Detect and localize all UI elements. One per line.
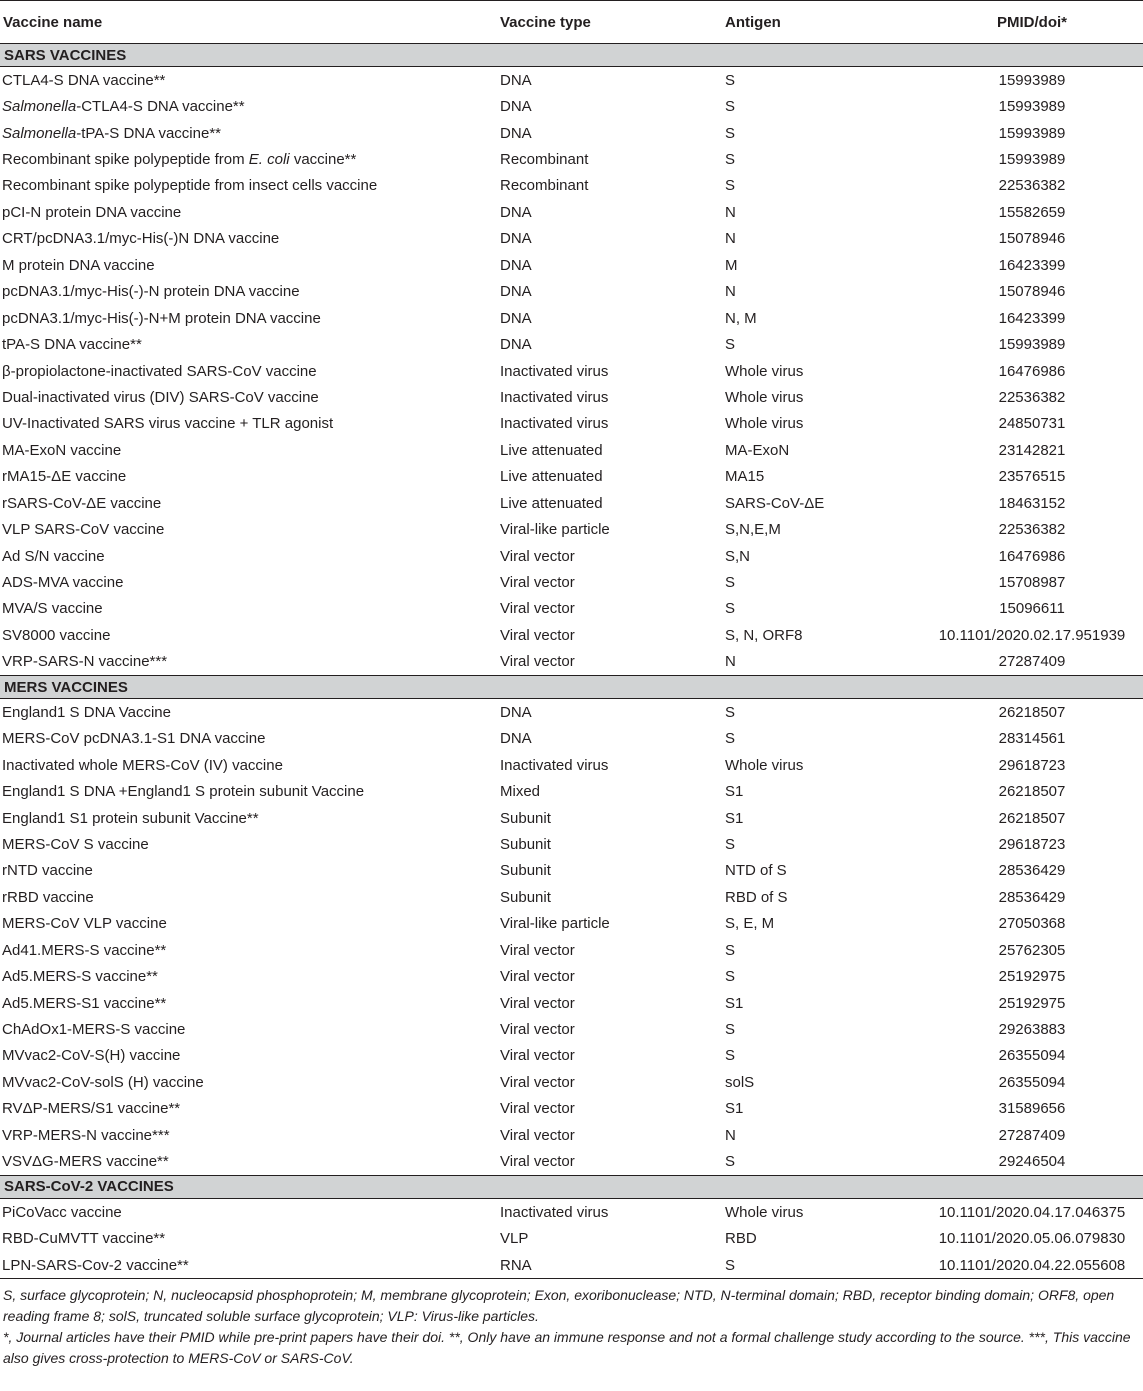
cell-antigen: S,N,E,M <box>725 521 781 539</box>
vaccine-name-text: SV8000 vaccine <box>2 626 111 644</box>
cell-antigen: S <box>725 730 736 748</box>
cell-vaccine-name <box>0 543 497 569</box>
vaccine-name-text: rMA15-ΔE vaccine <box>2 468 127 486</box>
vaccine-name-text: Recombinant spike polypeptide from <box>2 151 249 169</box>
cell-pmid-doi: 10.1101/2020.02.17.951939 <box>938 626 1126 644</box>
cell-vaccine-type: Live attenuated <box>500 441 603 459</box>
cell-pmid-doi: 27287409 <box>998 653 1066 671</box>
cell-pmid-doi: 29263883 <box>998 1021 1066 1039</box>
vaccine-name-text: Inactivated whole MERS-CoV (IV) vaccine <box>2 756 283 774</box>
cell-vaccine-name <box>0 937 497 963</box>
table-row <box>0 622 1143 648</box>
table-row <box>0 699 1143 726</box>
cell-vaccine-type: Viral vector <box>500 1021 575 1039</box>
cell-antigen: S <box>725 703 736 721</box>
cell-vaccine-type: Viral vector <box>500 626 575 644</box>
cell-antigen: N <box>725 230 736 248</box>
cell-antigen: S, E, M <box>725 915 775 933</box>
cell-pmid-doi: 15993989 <box>998 124 1066 142</box>
table-row <box>0 1225 1143 1251</box>
cell-vaccine-type: Viral vector <box>500 574 575 592</box>
table-row <box>0 490 1143 516</box>
table-row <box>0 649 1143 676</box>
vaccine-name-text: pcDNA3.1/myc-His(-)-N protein DNA vaccine <box>2 283 300 301</box>
cell-vaccine-type: Live attenuated <box>500 468 603 486</box>
cell-vaccine-type: Viral vector <box>500 941 575 959</box>
cell-vaccine-name <box>0 649 497 676</box>
vaccine-name-text: rSARS-CoV-ΔE vaccine <box>2 494 162 512</box>
cell-vaccine-name <box>0 67 497 94</box>
vaccine-name-text: England1 S DNA Vaccine <box>2 703 171 721</box>
table-row <box>0 569 1143 595</box>
cell-antigen: S <box>725 336 736 354</box>
table-row <box>0 279 1143 305</box>
section-title: MERS VACCINES <box>0 676 1143 699</box>
cell-pmid-doi: 15078946 <box>998 283 1066 301</box>
cell-pmid-doi: 15993989 <box>998 151 1066 169</box>
vaccine-name-text: LPN-SARS-Cov-2 vaccine** <box>2 1256 189 1274</box>
vaccine-name-text: England1 S DNA +England1 S protein subunit Vaccine <box>2 783 365 801</box>
cell-vaccine-name <box>0 1225 497 1251</box>
cell-vaccine-name <box>0 199 497 225</box>
vaccine-name-text: MERS-CoV S vaccine <box>2 835 149 853</box>
cell-vaccine-name <box>0 146 497 172</box>
vaccine-name-text: MERS-CoV VLP vaccine <box>2 915 167 933</box>
vaccine-name-text: ChAdOx1-MERS-S vaccine <box>2 1021 186 1039</box>
table-row <box>0 1069 1143 1095</box>
cell-antigen: N <box>725 283 736 301</box>
table-row <box>0 1122 1143 1148</box>
vaccine-name-text: CTLA4-S DNA vaccine** <box>2 71 166 89</box>
cell-pmid-doi: 26218507 <box>998 703 1066 721</box>
cell-antigen: S <box>725 177 736 195</box>
vaccine-name-text: -CTLA4-S DNA vaccine** <box>76 98 245 116</box>
table-row <box>0 884 1143 910</box>
cell-vaccine-type: Viral vector <box>500 653 575 671</box>
vaccine-name-text: Ad5.MERS-S1 vaccine** <box>2 994 167 1012</box>
cell-antigen: S <box>725 71 736 89</box>
cell-antigen: Whole virus <box>725 415 804 433</box>
vaccine-name-text: RBD-CuMVTT vaccine** <box>2 1230 166 1248</box>
cell-vaccine-type: Inactivated virus <box>500 415 609 433</box>
table-row <box>0 67 1143 94</box>
table-row <box>0 252 1143 278</box>
cell-antigen: Whole virus <box>725 388 804 406</box>
vaccine-name-text: MVvac2-CoV-solS (H) vaccine <box>2 1073 204 1091</box>
cell-vaccine-name <box>0 305 497 331</box>
cell-vaccine-name <box>0 911 497 937</box>
cell-pmid-doi: 15708987 <box>998 574 1066 592</box>
cell-vaccine-name <box>0 1069 497 1095</box>
cell-pmid-doi: 26218507 <box>998 783 1066 801</box>
vaccine-name-text: MVvac2-CoV-S(H) vaccine <box>2 1047 181 1065</box>
section-header-row <box>0 1175 1143 1198</box>
cell-vaccine-type: Viral vector <box>500 1047 575 1065</box>
cell-vaccine-type: Inactivated virus <box>500 362 609 380</box>
cell-antigen: S1 <box>725 809 744 827</box>
vaccine-name-italic: E. coli <box>248 151 290 169</box>
cell-vaccine-type: Subunit <box>500 888 551 906</box>
vaccine-name-text: Ad5.MERS-S vaccine** <box>2 968 158 986</box>
vaccine-name-text: MVA/S vaccine <box>2 600 103 618</box>
vaccine-name-text: MERS-CoV pcDNA3.1-S1 DNA vaccine <box>2 730 266 748</box>
table-row <box>0 990 1143 1016</box>
table-row <box>0 1096 1143 1122</box>
vaccine-name-text: M protein DNA vaccine <box>2 256 155 274</box>
table-row <box>0 411 1143 437</box>
cell-vaccine-name <box>0 411 497 437</box>
section-header-row <box>0 44 1143 67</box>
cell-vaccine-name <box>0 858 497 884</box>
cell-vaccine-type: RNA <box>497 1252 722 1279</box>
cell-pmid-doi: 15096611 <box>999 600 1065 618</box>
vaccine-name-text: Dual-inactivated virus (DIV) SARS-CoV vaccine <box>2 388 319 406</box>
cell-antigen: S1 <box>725 783 744 801</box>
cell-vaccine-name <box>0 1016 497 1042</box>
cell-vaccine-name <box>0 120 497 146</box>
cell-vaccine-type: Viral vector <box>500 600 575 618</box>
cell-vaccine-type: DNA <box>500 703 532 721</box>
header-antigen: Antigen <box>722 1 921 44</box>
table-row <box>0 384 1143 410</box>
table-row <box>0 911 1143 937</box>
vaccine-name-text: VRP-MERS-N vaccine*** <box>2 1126 170 1144</box>
cell-vaccine-name <box>0 778 497 804</box>
cell-pmid-doi: 15993989 <box>998 98 1066 116</box>
cell-pmid-doi: 22536382 <box>998 521 1066 539</box>
cell-vaccine-type: Viral-like particle <box>500 521 610 539</box>
table-body <box>0 44 1143 1279</box>
cell-antigen: MA-ExoN <box>725 441 790 459</box>
cell-antigen: S <box>722 1252 921 1279</box>
cell-vaccine-name <box>0 884 497 910</box>
cell-vaccine-name <box>0 569 497 595</box>
cell-pmid-doi: 15078946 <box>998 230 1066 248</box>
header-pmid-doi: PMID/doi* <box>921 1 1143 44</box>
table-row <box>0 778 1143 804</box>
vaccine-name-text: VRP-SARS-N vaccine*** <box>2 653 168 671</box>
cell-vaccine-name <box>0 1198 497 1225</box>
cell-vaccine-name <box>0 226 497 252</box>
cell-antigen: S <box>725 600 736 618</box>
cell-vaccine-type: Viral vector <box>500 1100 575 1118</box>
cell-antigen: SARS-CoV-ΔE <box>725 494 825 512</box>
footnote-notes: *, Journal articles have their PMID while pre-print papers have their doi. **, Only have an immune response and not a formal challenge study according to the source. ***, This vaccine also gives cross-protection to MERS-CoV or SARS-CoV. <box>3 1329 1131 1367</box>
cell-pmid-doi: 25192975 <box>998 994 1066 1012</box>
cell-pmid-doi: 24850731 <box>998 415 1066 433</box>
table-row <box>0 858 1143 884</box>
cell-pmid-doi: 29246504 <box>998 1153 1066 1171</box>
vaccine-name-text: pcDNA3.1/myc-His(-)-N+M protein DNA vaccine <box>2 309 321 327</box>
cell-vaccine-type: DNA <box>500 124 532 142</box>
cell-vaccine-type: DNA <box>500 283 532 301</box>
cell-antigen: M <box>725 256 738 274</box>
cell-antigen: S,N <box>725 547 751 565</box>
cell-antigen: N <box>725 653 736 671</box>
cell-antigen: S <box>725 968 736 986</box>
cell-antigen: S <box>725 1047 736 1065</box>
cell-pmid-doi: 25762305 <box>998 941 1066 959</box>
vaccine-name-text: MA-ExoN vaccine <box>2 441 122 459</box>
cell-antigen: S <box>725 1021 736 1039</box>
cell-pmid-doi: 29618723 <box>998 756 1066 774</box>
cell-vaccine-type: Live attenuated <box>500 494 603 512</box>
vaccine-name-text: VLP SARS-CoV vaccine <box>2 521 165 539</box>
vaccine-name-text: PiCoVacc vaccine <box>2 1203 122 1221</box>
footnote-abbreviations: S, surface glycoprotein; N, nucleocapsid phosphoprotein; M, membrane glycoprotein; Exon, exoribonuclease; NTD, N-terminal domain; RBD, receptor binding domain; ORF8, open reading frame 8; solS, truncated soluble surface glycoprotein; VLP: Virus-like particles. <box>3 1287 1115 1325</box>
cell-vaccine-name <box>0 279 497 305</box>
cell-pmid-doi: 10.1101/2020.04.17.046375 <box>938 1203 1126 1221</box>
table-row <box>0 1198 1143 1225</box>
cell-vaccine-type: Viral vector <box>500 1126 575 1144</box>
cell-pmid-doi: 10.1101/2020.04.22.055608 <box>921 1252 1143 1279</box>
cell-pmid-doi: 18463152 <box>998 494 1066 512</box>
header-vaccine-name: Vaccine name <box>0 1 497 44</box>
cell-pmid-doi: 16476986 <box>998 362 1066 380</box>
table-row <box>0 543 1143 569</box>
cell-vaccine-type: Viral vector <box>500 1153 575 1171</box>
cell-vaccine-type: Mixed <box>500 783 541 801</box>
cell-vaccine-type: Inactivated virus <box>500 1203 609 1221</box>
cell-vaccine-name <box>0 752 497 778</box>
cell-pmid-doi: 15993989 <box>998 336 1066 354</box>
cell-vaccine-type: Viral-like particle <box>500 915 610 933</box>
cell-vaccine-name <box>0 173 497 199</box>
cell-vaccine-name <box>0 1043 497 1069</box>
table-row <box>0 805 1143 831</box>
cell-pmid-doi: 15993989 <box>998 71 1066 89</box>
cell-vaccine-type: Subunit <box>500 862 551 880</box>
vaccine-name-text: tPA-S DNA vaccine** <box>2 336 142 354</box>
table-row <box>0 726 1143 752</box>
table-row <box>0 305 1143 331</box>
cell-vaccine-type: Viral vector <box>500 1073 575 1091</box>
table-footnotes <box>0 1279 1143 1369</box>
cell-pmid-doi: 31589656 <box>998 1100 1066 1118</box>
cell-vaccine-type: DNA <box>500 71 532 89</box>
cell-antigen: S <box>725 574 736 592</box>
cell-vaccine-type: DNA <box>500 98 532 116</box>
vaccine-name-text: -tPA-S DNA vaccine** <box>76 124 221 142</box>
cell-vaccine-name <box>0 358 497 384</box>
cell-vaccine-name <box>0 990 497 1016</box>
vaccine-name-text: CRT/pcDNA3.1/myc-His(-)N DNA vaccine <box>2 230 280 248</box>
header-vaccine-type: Vaccine type <box>497 1 722 44</box>
vaccine-name-text: England1 S1 protein subunit Vaccine** <box>2 809 259 827</box>
cell-vaccine-name <box>0 252 497 278</box>
cell-antigen: RBD <box>725 1230 757 1248</box>
table-row <box>0 1149 1143 1176</box>
cell-pmid-doi: 26218507 <box>998 809 1066 827</box>
cell-vaccine-name <box>0 331 497 357</box>
table-row <box>0 831 1143 857</box>
cell-vaccine-type: Viral vector <box>500 994 575 1012</box>
cell-vaccine-name <box>0 516 497 542</box>
cell-antigen: S <box>725 98 736 116</box>
cell-antigen: Whole virus <box>725 756 804 774</box>
cell-vaccine-name <box>0 1252 497 1279</box>
cell-antigen: N, M <box>725 309 757 327</box>
section-title: SARS VACCINES <box>0 44 1143 67</box>
cell-pmid-doi: 23142821 <box>998 441 1066 459</box>
cell-pmid-doi: 16423399 <box>998 309 1066 327</box>
table-row <box>0 1016 1143 1042</box>
cell-pmid-doi: 15582659 <box>998 203 1066 221</box>
cell-vaccine-type: Subunit <box>500 835 551 853</box>
vaccine-name-italic: Salmonella <box>2 98 77 116</box>
table-row <box>0 93 1143 119</box>
cell-antigen: S <box>725 835 736 853</box>
cell-antigen: S <box>725 1153 736 1171</box>
cell-pmid-doi: 10.1101/2020.05.06.079830 <box>938 1230 1126 1248</box>
cell-vaccine-name <box>0 805 497 831</box>
cell-pmid-doi: 22536382 <box>998 388 1066 406</box>
cell-pmid-doi: 27287409 <box>998 1126 1066 1144</box>
cell-antigen: S1 <box>725 1100 744 1118</box>
cell-vaccine-type: Subunit <box>500 809 551 827</box>
table-row <box>0 963 1143 989</box>
cell-pmid-doi: 16423399 <box>998 256 1066 274</box>
cell-vaccine-type: Recombinant <box>500 177 589 195</box>
cell-vaccine-type: Inactivated virus <box>500 388 609 406</box>
section-title: SARS-CoV-2 VACCINES <box>0 1175 1143 1198</box>
table-row <box>0 596 1143 622</box>
vaccine-name-text: rNTD vaccine <box>2 862 93 880</box>
section-header-row <box>0 676 1143 699</box>
cell-antigen: N <box>725 203 736 221</box>
cell-antigen: solS <box>725 1073 755 1091</box>
cell-vaccine-type: DNA <box>500 336 532 354</box>
cell-pmid-doi: 28536429 <box>998 888 1066 906</box>
cell-vaccine-name <box>0 1096 497 1122</box>
vaccine-name-text: rRBD vaccine <box>2 888 94 906</box>
table-row <box>0 1043 1143 1069</box>
cell-pmid-doi: 22536382 <box>998 177 1066 195</box>
cell-vaccine-type: DNA <box>500 203 532 221</box>
cell-pmid-doi: 28314561 <box>998 730 1066 748</box>
vaccine-name-text: Recombinant spike polypeptide from insect cells vaccine <box>2 177 378 195</box>
cell-vaccine-type: VLP <box>500 1230 529 1248</box>
vaccine-name-italic: Salmonella <box>2 124 77 142</box>
cell-antigen: RBD of S <box>725 888 788 906</box>
cell-vaccine-name <box>0 1149 497 1176</box>
cell-vaccine-name <box>0 437 497 463</box>
cell-antigen: S, N, ORF8 <box>725 626 803 644</box>
cell-vaccine-name <box>0 490 497 516</box>
cell-vaccine-type: Viral vector <box>500 547 575 565</box>
cell-vaccine-type: Viral vector <box>500 968 575 986</box>
cell-antigen: N <box>725 1126 736 1144</box>
cell-antigen: S <box>725 941 736 959</box>
cell-vaccine-type: Inactivated virus <box>500 756 609 774</box>
cell-vaccine-name <box>0 384 497 410</box>
table-row <box>0 173 1143 199</box>
cell-pmid-doi: 26355094 <box>998 1047 1066 1065</box>
table-row <box>0 331 1143 357</box>
cell-pmid-doi: 27050368 <box>998 915 1066 933</box>
cell-antigen: MA15 <box>725 468 765 486</box>
cell-vaccine-type: DNA <box>500 730 532 748</box>
cell-vaccine-name <box>0 622 497 648</box>
cell-vaccine-type: Recombinant <box>500 151 589 169</box>
cell-vaccine-name <box>0 963 497 989</box>
table-header-row <box>0 1 1143 44</box>
table-row <box>0 1252 1143 1279</box>
cell-antigen: Whole virus <box>725 362 804 380</box>
table-row <box>0 516 1143 542</box>
vaccine-name-text: ADS-MVA vaccine <box>2 574 124 592</box>
table-row <box>0 120 1143 146</box>
table-row <box>0 358 1143 384</box>
table-row <box>0 464 1143 490</box>
cell-antigen: S <box>725 151 736 169</box>
table-row <box>0 937 1143 963</box>
cell-pmid-doi: 29618723 <box>998 835 1066 853</box>
cell-vaccine-type: DNA <box>500 230 532 248</box>
vaccine-name-text: UV-Inactivated SARS virus vaccine + TLR agonist <box>2 415 334 433</box>
table-row <box>0 199 1143 225</box>
cell-antigen: S1 <box>725 994 744 1012</box>
table-row <box>0 437 1143 463</box>
cell-vaccine-name <box>0 726 497 752</box>
vaccine-name-text: Ad41.MERS-S vaccine** <box>2 941 167 959</box>
vaccine-name-text: RVΔP-MERS/S1 vaccine** <box>2 1100 181 1118</box>
cell-vaccine-name <box>0 596 497 622</box>
cell-antigen: S <box>725 124 736 142</box>
cell-antigen: NTD of S <box>725 862 787 880</box>
cell-pmid-doi: 26355094 <box>998 1073 1066 1091</box>
cell-antigen: Whole virus <box>725 1203 804 1221</box>
cell-vaccine-type: DNA <box>500 309 532 327</box>
vaccine-name-text: Ad S/N vaccine <box>2 547 105 565</box>
cell-vaccine-name <box>0 831 497 857</box>
cell-vaccine-type: DNA <box>500 256 532 274</box>
cell-pmid-doi: 16476986 <box>998 547 1066 565</box>
table-row <box>0 752 1143 778</box>
vaccine-name-text: vaccine** <box>289 151 357 169</box>
cell-vaccine-name <box>0 464 497 490</box>
table-row <box>0 226 1143 252</box>
table-row <box>0 146 1143 172</box>
cell-vaccine-name <box>0 93 497 119</box>
vaccine-name-text: VSVΔG-MERS vaccine** <box>2 1153 169 1171</box>
cell-pmid-doi: 28536429 <box>998 862 1066 880</box>
cell-pmid-doi: 25192975 <box>998 968 1066 986</box>
vaccine-name-text: β-propiolactone-inactivated SARS-CoV vaccine <box>2 362 317 380</box>
vaccine-name-text: pCI-N protein DNA vaccine <box>2 203 182 221</box>
cell-vaccine-name <box>0 699 497 726</box>
cell-pmid-doi: 23576515 <box>998 468 1066 486</box>
cell-vaccine-name <box>0 1122 497 1148</box>
